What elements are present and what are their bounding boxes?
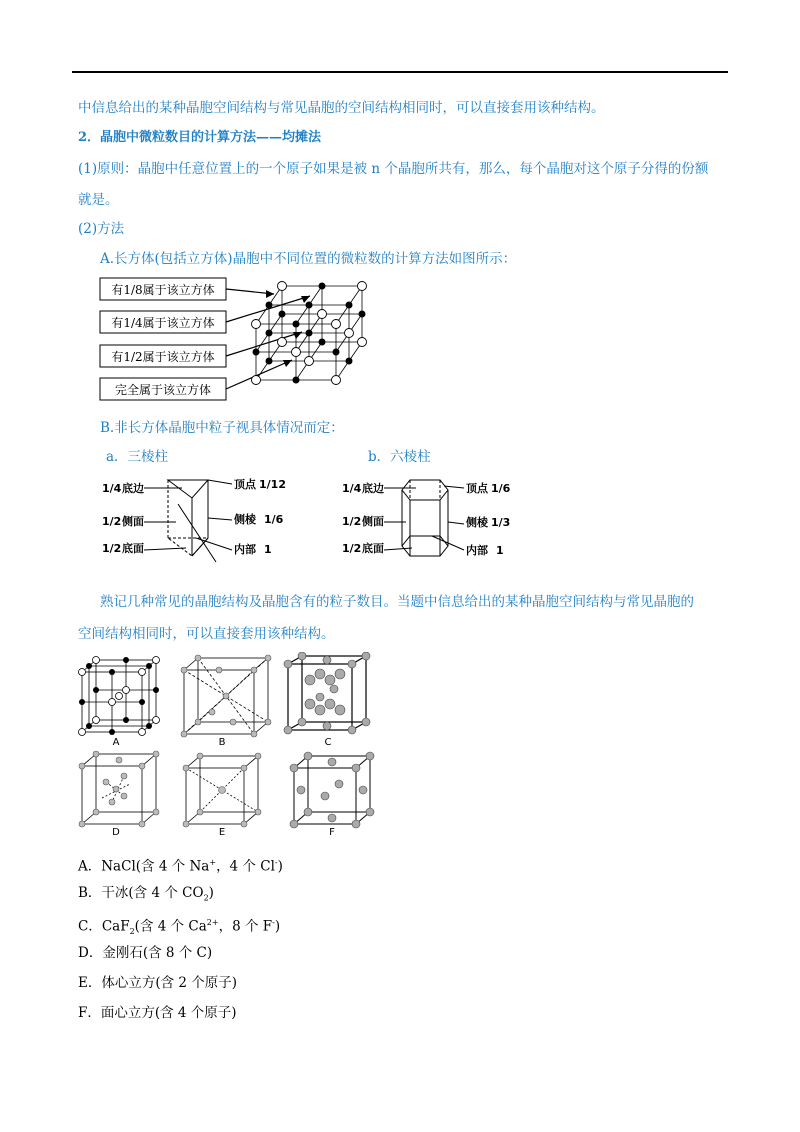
svg-text:内部: 内部 — [234, 543, 256, 556]
prism-b-title: b．六棱柱 — [368, 449, 431, 465]
section-title: 2．晶胞中微粒数目的计算方法——均摊法 — [78, 130, 322, 145]
svg-text:1/3: 1/3 — [491, 516, 511, 529]
cube-box-label-1: 有1/8属于该立方体 — [111, 283, 215, 297]
svg-text:底面: 底面 — [362, 542, 384, 555]
svg-text:1/4: 1/4 — [102, 482, 122, 495]
svg-text:顶点: 顶点 — [466, 482, 488, 495]
svg-text:1/6: 1/6 — [491, 482, 511, 495]
option-d: D．金刚石(含 8 个 C) — [78, 945, 213, 961]
svg-text:底边: 底边 — [362, 482, 384, 495]
crystal-label-c: C — [324, 737, 332, 748]
crystal-structures-figure — [72, 652, 392, 838]
option-f: F．面心立方(含 4 个原子) — [78, 1005, 237, 1021]
cube-box-label-2: 有1/4属于该立方体 — [111, 316, 215, 330]
intro-line: 中信息给出的某种晶胞空间结构与常见晶胞的空间结构相同时，可以直接套用该种结构。 — [78, 100, 605, 116]
svg-text:侧棱: 侧棱 — [234, 513, 256, 526]
header-rule — [72, 71, 728, 73]
svg-text:1: 1 — [496, 544, 504, 557]
crystal-label-a: A — [112, 737, 120, 748]
svg-text:1/4: 1/4 — [342, 482, 362, 495]
principle-line-2: 就是。 — [78, 192, 119, 208]
svg-text:底面: 底面 — [122, 542, 144, 555]
cube-box-label-4: 完全属于该立方体 — [114, 383, 212, 397]
memorize-line-1: 熟记几种常见的晶胞结构及晶胞含有的粒子数目。当题中信息给出的某种晶胞空间结构与常见晶胞的 — [100, 594, 694, 610]
svg-text:1: 1 — [264, 543, 272, 556]
cube-diagram — [96, 270, 386, 412]
option-a: A．NaCl(含 4 个 Na+，4 个 Cl-) — [78, 858, 283, 875]
crystal-label-e: E — [218, 827, 226, 838]
crystal-label-f: F — [329, 827, 335, 838]
prism-a-title: a．三棱柱 — [106, 449, 169, 465]
svg-text:1/12: 1/12 — [259, 478, 286, 491]
svg-text:内部: 内部 — [466, 544, 488, 557]
svg-text:侧面: 侧面 — [122, 515, 144, 528]
noncuboid-line: B.非长方体晶胞中粒子视具体情况而定： — [100, 420, 344, 436]
svg-text:1/6: 1/6 — [264, 513, 284, 526]
svg-text:侧面: 侧面 — [362, 515, 384, 528]
method-label: (2)方法 — [78, 221, 125, 237]
option-e: E．体心立方(含 2 个原子) — [78, 975, 238, 991]
hexagonal-prism-diagram — [336, 470, 536, 570]
option-c: C．CaF$_2$(含 4 个 $Ca^{2+}$，8 个 F-) — [78, 918, 281, 937]
crystal-label-b: B — [218, 737, 226, 748]
memorize-line-2: 空间结构相同时，可以直接套用该种结构。 — [78, 626, 335, 642]
cuboid-line: A.长方体(包括立方体)晶胞中不同位置的微粒数的计算方法如图所示： — [100, 251, 517, 267]
svg-text:1/2: 1/2 — [102, 515, 122, 528]
triangular-prism-diagram — [96, 470, 296, 570]
option-b: B．干冰(含 4 个 $CO_2$) — [78, 885, 214, 903]
svg-text:底边: 底边 — [122, 482, 144, 495]
svg-text:1/2: 1/2 — [102, 542, 122, 555]
cube-box-label-3: 有1/2属于该立方体 — [111, 350, 215, 364]
svg-text:1/2: 1/2 — [342, 515, 362, 528]
svg-text:顶点: 顶点 — [234, 478, 256, 491]
principle-line-1: (1)原则：晶胞中任意位置上的一个原子如果是被 n 个晶胞所共有，那么，每个晶胞对这个原子分得的份额 — [78, 161, 709, 177]
svg-text:1/2: 1/2 — [342, 542, 362, 555]
crystal-label-d: D — [112, 827, 120, 838]
svg-text:侧棱: 侧棱 — [466, 516, 488, 529]
